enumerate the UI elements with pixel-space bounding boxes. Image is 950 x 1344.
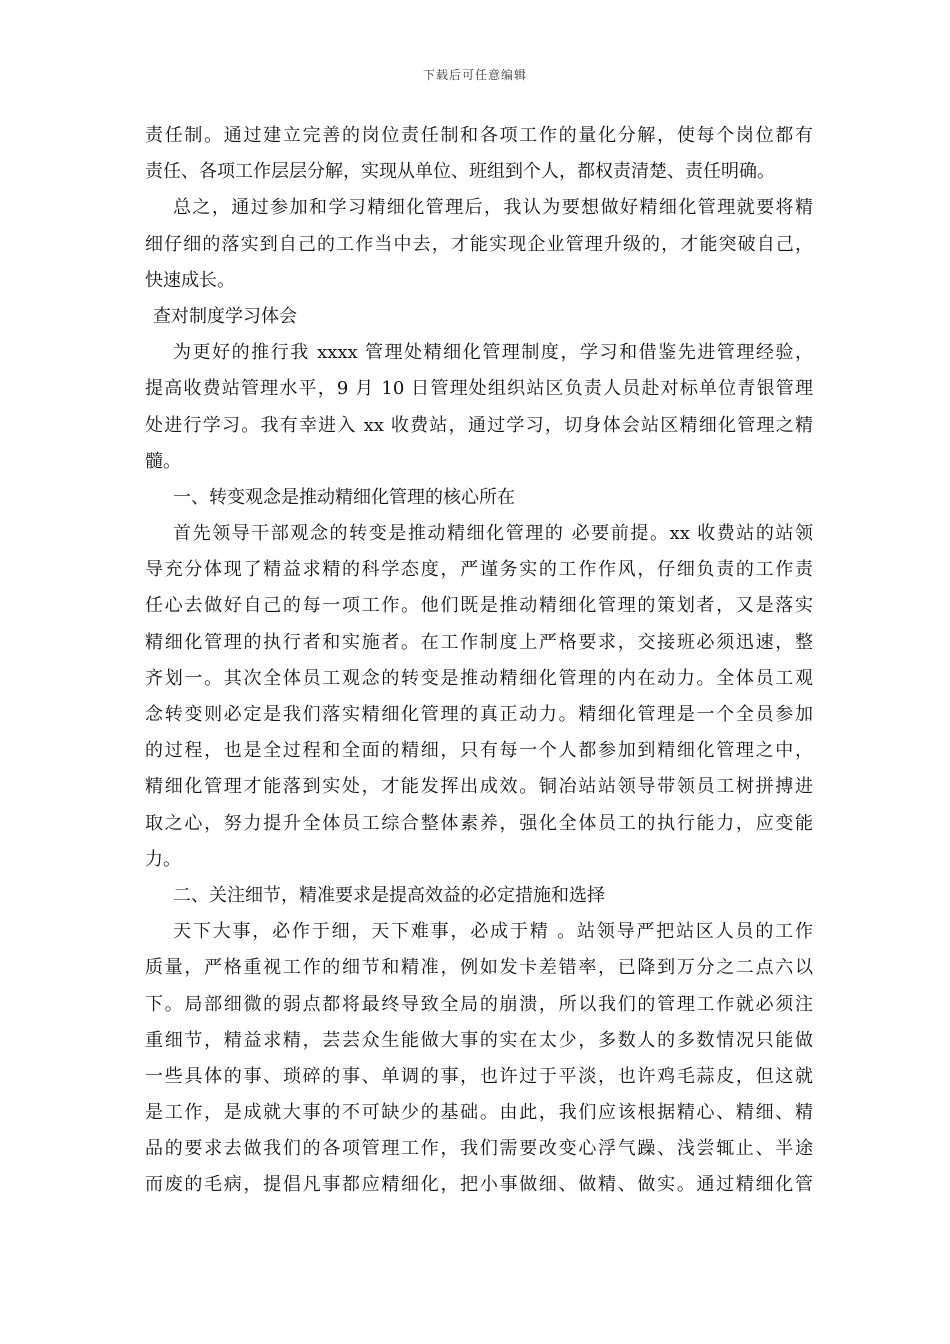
text-line: 总之，通过参加和学习精细化管理后，我认为要想做好精细化管理就要将精 [173, 197, 813, 219]
text-line: 下。局部细微的弱点都将最终导致全局的崩溃，所以我们的管理工作就必须注 [145, 993, 813, 1015]
text-line: 责任、各项工作层层分解，实现从单位、班组到个人，都权责清楚、责任明确。 [145, 161, 775, 183]
text-line: 髓。 [145, 450, 181, 472]
document-body [145, 118, 813, 1204]
text-line: 责任制。通过建立完善的岗位责任制和各项工作的量化分解，使每个岗位都有 [145, 125, 813, 146]
text-line: 取之心，努力提升全体员工综合整体素养，强化全体员工的执行能力，应变能 [145, 812, 813, 834]
text-line: 精细化管理的执行者和实施者。在工作制度上严格要求，交接班必须迅速，整 [145, 631, 813, 653]
page-header: 下载后可任意编辑 [422, 68, 527, 82]
text-line: 快速成长。 [145, 269, 235, 291]
text-line: 而废的毛病，提倡凡事都应精细化，把小事做细、做精、做实。通过精细化管 [145, 1174, 813, 1196]
text-line: 天下大事，必作于细，天下难事，必成于精 。站领导严把站区人员的工作 [173, 921, 813, 943]
text-line: 首先领导干部观念的转变是推动精细化管理的 必要前提。xx 收费站的站领 [173, 523, 813, 545]
text-line: 重细节，精益求精，芸芸众生能做大事的实在太少，多数人的多数情况只能做 [145, 1029, 813, 1051]
text-line: 任心去做好自己的每一项工作。他们既是推动精细化管理的策划者，又是落实 [145, 595, 813, 617]
section-heading: 一、转变观念是推动精细化管理的核心所在 [173, 486, 515, 508]
text-line: 力。 [145, 848, 181, 870]
section-title: 查对制度学习体会 [153, 305, 297, 327]
text-line: 的过程，也是全过程和全面的精细，只有每一个人都参加到精细化管理之中， [145, 740, 813, 762]
text-line: 是工作，是成就大事的不可缺少的基础。由此，我们应该根据精心、精细、精 [145, 1102, 813, 1124]
text-line: 为更好的推行我 xxxx 管理处精细化管理制度，学习和借鉴先进管理经验， [173, 342, 813, 364]
section-heading: 二、关注细节，精准要求是提高效益的必定措施和选择 [173, 884, 605, 906]
text-line: 一些具体的事、琐碎的事、单调的事，也许过于平淡，也许鸡毛蒜皮，但这就 [145, 1065, 813, 1087]
text-line: 精细化管理才能落到实处，才能发挥出成效。铜冶站站领导带领员工树拼搏进 [145, 776, 813, 798]
text-line: 品的要求去做我们的各项管理工作，我们需要改变心浮气躁、浅尝辄止、半途 [145, 1138, 813, 1160]
text-line: 质量，严格重视工作的细节和精准，例如发卡差错率，已降到万分之二点六以 [145, 957, 813, 979]
text-line: 齐划一。其次全体员工观念的转变是推动精细化管理的内在动力。全体员工观 [145, 667, 813, 689]
text-line: 细仔细的落实到自己的工作当中去，才能实现企业管理升级的，才能突破自己， [145, 233, 813, 255]
text-line: 处进行学习。我有幸进入 xx 收费站，通过学习，切身体会站区精细化管理之精 [145, 414, 813, 436]
text-line: 导充分体现了精益求精的科学态度，严谨务实的工作作风，仔细负责的工作责 [145, 559, 813, 581]
text-line: 提高收费站管理水平，9 月 10 日管理处组织站区负责人员赴对标单位青银管理 [145, 378, 813, 400]
text-line: 念转变则必定是我们落实精细化管理的真正动力。精细化管理是一个全员参加 [145, 704, 813, 725]
